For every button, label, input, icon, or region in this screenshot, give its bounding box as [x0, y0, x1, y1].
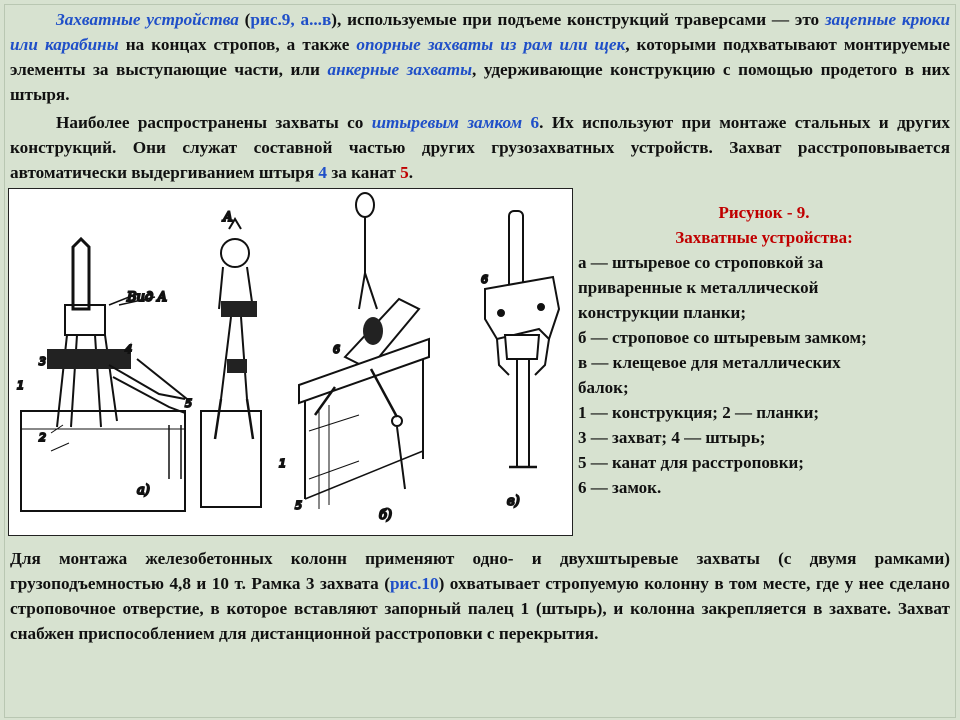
text-segment: ) охватывает стропуемую колонну в том месте, где у нее сделано строповочное отверстие, в которое вставляют запорный палец 1 (штырь), и колонна закрепляется в захвате. Захват снабжен приспособлением для дистанционной расстроповки с перекрытия.	[10, 574, 951, 643]
term-pin-lock: штыревым замком	[371, 113, 523, 132]
device-a-drawing	[21, 239, 187, 511]
label-b-1: 1	[279, 457, 286, 470]
paragraph-columns	[10, 546, 950, 646]
caption-line: б — строповое со штыревым замком;	[578, 328, 867, 347]
text-segment: на концах стропов, а также	[118, 35, 357, 54]
label-b-6: 6	[333, 343, 340, 356]
caption-line: приваренные к металлической	[578, 278, 819, 297]
term-anchor-grips: анкерные захваты	[327, 60, 472, 79]
text-segment: .	[408, 163, 414, 182]
label-a-5: 5	[185, 397, 192, 410]
label-a-4: 4	[125, 343, 132, 356]
label-a-3: 3	[39, 355, 46, 368]
ref-rope-number: 5	[400, 163, 409, 182]
label-vid-a: Вид А	[127, 290, 168, 305]
label-a: а)	[137, 483, 150, 498]
caption-line: 1 — конструкция; 2 — планки;	[578, 403, 820, 422]
text-segment: (	[238, 10, 251, 29]
term-support-grips: опорные захваты из рам или щек	[356, 35, 626, 54]
text-segment: . Их используют при монтаже стальных и других конструкций. Они служат составной частью других грузозахватных устройств. Захват расстроповывается автоматически выдергиванием штыря	[10, 113, 950, 182]
caption-line: конструкции планки;	[578, 303, 747, 322]
paragraph-pin-lock	[10, 110, 950, 185]
figure-caption	[578, 200, 950, 500]
ref-lock-number: 6	[530, 113, 540, 132]
figure-ref-10: рис.10	[390, 574, 439, 593]
device-v-drawing	[485, 211, 559, 467]
device-a-side-view	[201, 219, 261, 507]
text-segment: ), используемые при подъеме конструкций траверсами — это	[331, 10, 825, 29]
caption-title: Рисунок - 9.	[718, 203, 810, 222]
caption-line: 6 — замок.	[578, 478, 662, 497]
label-a-2: 2	[39, 431, 46, 444]
text-segment: Наиболее распространены захваты со	[56, 113, 372, 132]
label-a-1: 1	[17, 379, 24, 392]
caption-line: 3 — захват; 4 — штырь;	[578, 428, 766, 447]
term-hooks: зацепные крюки или карабины	[10, 10, 951, 54]
caption-line: а — штыревое со строповкой за	[578, 253, 824, 272]
caption-subtitle: Захватные устройства:	[675, 228, 853, 247]
label-b-5: 5	[295, 499, 302, 512]
gripping-devices-illustration	[9, 189, 572, 535]
label-b: б)	[379, 508, 393, 523]
device-b-drawing	[299, 193, 429, 509]
label-v: в)	[507, 494, 520, 509]
term-gripping-devices: Захватные устройства	[56, 10, 239, 29]
figure-9-drawing	[8, 188, 573, 536]
text-segment: , которыми подхватывают монтируемые элементы за выступающие части, или	[10, 35, 950, 79]
caption-line: 5 — канат для расстроповки;	[578, 453, 804, 472]
label-v-6: 6	[481, 273, 488, 286]
paragraph-intro	[10, 7, 950, 107]
label-view-a: А	[223, 210, 233, 225]
text-segment	[522, 113, 530, 132]
text-segment: Для монтажа железобетонных колонн применяют одно- и двухштыревые захваты (с двумя рамками) грузоподъемностью 4,8 и 10 т. Рамка 3 захвата (	[10, 549, 950, 593]
text-segment: , удерживающие конструкцию с помощью продетого в них штыря.	[10, 60, 950, 104]
caption-line: в — клещевое для металлических	[578, 353, 841, 372]
figure-ref-9: рис.9, а...в	[250, 10, 332, 29]
text-segment: за канат	[327, 163, 401, 182]
caption-line: балок;	[578, 378, 629, 397]
ref-pin-number: 4	[318, 163, 328, 182]
